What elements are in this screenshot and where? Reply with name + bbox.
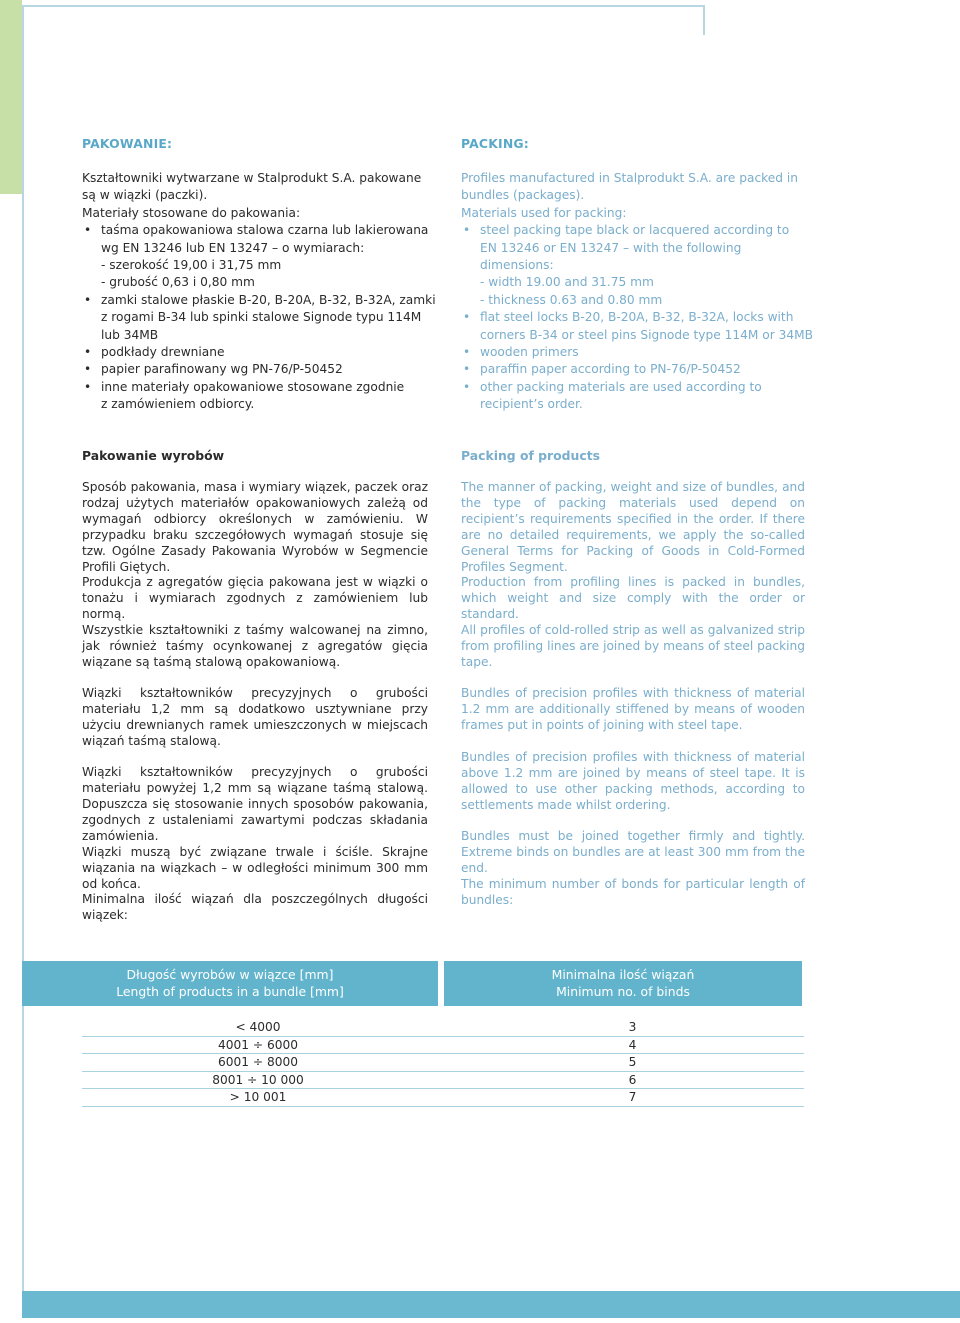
table-cell-length: < 4000 <box>235 1020 281 1034</box>
table-header-length-en: Length of products in a bundle [mm] <box>116 984 344 1000</box>
pl-paragraph: Minimalna ilość wiązań dla poszczególnych długości wiązek: <box>82 892 428 922</box>
table-cell-length: 8001 ÷ 10 000 <box>212 1072 304 1087</box>
table-cell-binds: 5 <box>628 1055 637 1069</box>
en-list-cont: dimensions: <box>480 258 554 273</box>
en-intro-line: Profiles manufactured in Stalprodukt S.A. are packed in <box>461 171 798 185</box>
en-list-dash: - thickness 0.63 and 0.80 mm <box>480 292 663 307</box>
en-list-cont: corners B-34 or steel pins Signode type 114M or 34MB <box>480 327 813 342</box>
en-intro-line: bundles (packages). <box>461 188 585 203</box>
table-row <box>82 1089 804 1107</box>
en-paragraph: Bundles of precision profiles with thickness of material 1.2 mm are additionally stiffened by means of wooden frames put in points of joining with steel tape. <box>461 686 805 732</box>
pl-materials-list <box>82 222 436 413</box>
table-cell-binds: 6 <box>628 1072 637 1087</box>
pl-intro-block <box>82 170 436 414</box>
table-header-binds-pl: Minimalna ilość wiązań <box>551 967 695 982</box>
en-heading: PACKING: <box>461 136 529 151</box>
pl-list-dash: - szerokość 19,00 i 31,75 mm <box>101 258 282 273</box>
pl-list-bullet: • zamki stalowe płaskie B-20, B-20A, B-32, B-32A, zamki <box>82 292 428 309</box>
frame-line-top <box>22 5 705 7</box>
en-materials-list <box>461 222 813 413</box>
pl-list-dash: - grubość 0,63 i 0,80 mm <box>101 275 255 290</box>
table-row <box>82 1037 804 1055</box>
en-paragraph: Production from profiling lines is packed in bundles, which weight and size comply with the order or standard. <box>461 575 805 621</box>
pl-paragraph: Produkcja z agregatów gięcia pakowana jest w wiązki o tonażu i wymiarach zgodnych z zamówieniem lub normą. <box>82 575 428 621</box>
frame-line-top-drop <box>703 5 705 35</box>
pl-paragraph: Wszystkie kształtowniki z taśmy walcowanej na zimno, jak również taśmy ocynkowanej z agregatów gięcia wiązane są taśmą stalową opakowaniową. <box>82 623 428 669</box>
en-intro-line: Materials used for packing: <box>461 205 627 220</box>
pl-intro-line: Kształtowniki wytwarzane w Stalprodukt S.A. pakowane <box>82 171 422 185</box>
en-paragraph: All profiles of cold-rolled strip as well as galvanized strip from profiling lines are joined by means of steel packing tape. <box>461 623 805 669</box>
pl-list-cont: wg EN 13246 lub EN 13247 – o wymiarach: <box>101 240 365 255</box>
table-cell-length: 4001 ÷ 6000 <box>218 1037 298 1052</box>
pl-list-cont: lub 34MB <box>101 327 159 342</box>
en-subheading: Packing of products <box>461 448 600 463</box>
pl-subheading: Pakowanie wyrobów <box>82 448 225 463</box>
pl-paragraph: Wiązki kształtowników precyzyjnych o grubości materiału 1,2 mm są dodatkowo usztywniane przy użyciu drewnianych ramek umieszczonych w miejscach wiązań taśmą stalową. <box>82 686 428 748</box>
frame-line-left <box>22 5 24 1305</box>
en-paragraph: The manner of packing, weight and size of bundles, and the type of packing materials used depend on recipient’s requirements specified in the order. If there are no detailed requirements, we apply the so-called General Terms for Packing of Goods in Cold-Formed Profiles Segment. <box>461 480 805 574</box>
en-list-bullet: • flat steel locks B-20, B-20A, B-32, B-32A, locks with <box>461 309 805 326</box>
en-list-cont: recipient’s order. <box>480 397 583 412</box>
table-cell-binds: 7 <box>628 1090 637 1104</box>
pl-list-bullet: • papier parafinowany wg PN-76/P-50452 <box>82 361 428 378</box>
en-list-bullet: • paraffin paper according to PN-76/P-50452 <box>461 361 805 378</box>
en-list-dash: - width 19.00 and 31.75 mm <box>480 275 654 290</box>
pl-paragraph: Wiązki kształtowników precyzyjnych o grubości materiału powyżej 1,2 mm są wiązane taśmą stalową. Dopuszcza się stosowanie innych sposobów pakowania, zgodnych z ustaleniami zawartymi podczas składania zamówienia. <box>82 765 428 843</box>
en-paragraph: Bundles must be joined together firmly and tightly. Extreme binds on bundles are at least 300 mm from the end. <box>461 829 805 875</box>
table-header-length-pl: Długość wyrobów w wiązce [mm] <box>126 967 334 982</box>
pl-list-cont: z rogami B-34 lub spinki stalowe Signode typu 114M <box>101 310 422 325</box>
pl-list-bullet: • taśma opakowaniowa stalowa czarna lub lakierowana <box>82 222 428 239</box>
table-cell-binds: 4 <box>628 1037 637 1052</box>
table-row <box>82 1054 804 1072</box>
en-paragraph: Bundles of precision profiles with thickness of material above 1.2 mm are joined by means of steel tape. It is allowed to use other packing methods, according to settlements made whilst ordering. <box>461 750 805 812</box>
en-list-bullet: • other packing materials are used according to <box>461 379 805 396</box>
green-accent-strip <box>0 0 22 194</box>
en-list-bullet: • wooden primers <box>461 344 805 361</box>
en-list-bullet: • steel packing tape black or lacquered according to <box>461 222 805 239</box>
table-header-binds <box>444 961 802 1006</box>
pl-paragraph: Wiązki muszą być związane trwale i ściśle. Skrajne wiązania na wiązkach – w odległości minimum 300 mm od końca. <box>82 845 428 891</box>
pl-intro-line: Materiały stosowane do pakowania: <box>82 205 301 220</box>
table-row <box>82 1072 804 1090</box>
pl-list-bullet: • inne materiały opakowaniowe stosowane zgodnie <box>82 379 428 396</box>
pl-list-bullet: • podkłady drewniane <box>82 344 428 361</box>
table-header-binds-en: Minimum no. of binds <box>556 984 690 1000</box>
pl-list-cont: z zamówieniem odbiorcy. <box>101 397 255 412</box>
table-cell-length: > 10 001 <box>229 1090 287 1104</box>
table-row <box>82 1019 804 1037</box>
table-header-length <box>22 961 438 1006</box>
en-paragraph: The minimum number of bonds for particular length of bundles: <box>461 877 805 907</box>
bottom-band <box>22 1291 960 1318</box>
en-intro-block <box>461 170 813 414</box>
pl-heading: PAKOWANIE: <box>82 136 173 151</box>
pl-intro-line: są w wiązki (paczki). <box>82 188 208 203</box>
table-cell-binds: 3 <box>628 1020 637 1034</box>
table-cell-length: 6001 ÷ 8000 <box>218 1055 298 1069</box>
pl-paragraph: Sposób pakowania, masa i wymiary wiązek, paczek oraz rodzaj użytych materiałów opakowaniowych zależą od wymagań odbiorcy określonych w zamówieniu. W przypadku braku szczegółowych wymagań stosuje się tzw. Ogólne Zasady Pakowania Wyrobów w Segmencie Profili Giętych. <box>82 480 428 574</box>
en-list-cont: EN 13246 or EN 13247 – with the following <box>480 240 742 255</box>
